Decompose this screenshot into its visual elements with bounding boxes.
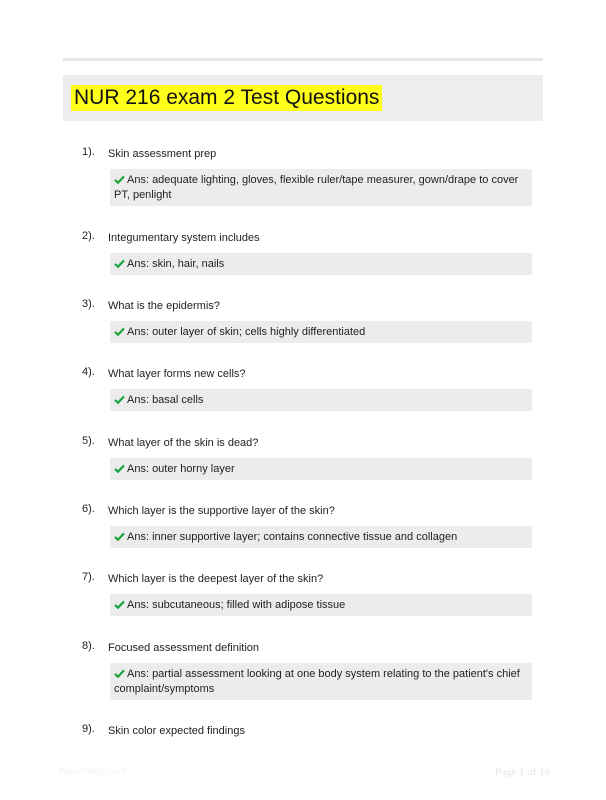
question-text: Focused assessment definition (108, 642, 260, 654)
answer-text: Ans: subcutaneous; filled with adipose tissue (127, 599, 346, 611)
title-banner (63, 75, 543, 121)
question-text: Which layer is the deepest layer of the skin? (108, 573, 324, 585)
answer-text: Ans: inner supportive layer; contains connective tissue and collagen (127, 531, 458, 543)
answer-box (110, 253, 532, 275)
answer-text: Ans: partial assessment looking at one body system relating to the patient's chief complaint/symptoms (114, 668, 520, 695)
question-number: 5). (82, 435, 95, 447)
question-text: Integumentary system includes (108, 232, 260, 244)
check-icon (114, 175, 125, 184)
answer-text: Ans: outer layer of skin; cells highly differentiated (127, 326, 366, 338)
answer-box (110, 526, 532, 548)
question-number: 1). (82, 146, 95, 158)
page-number: Page 1 of 16 (494, 766, 550, 778)
question-number: 3). (82, 298, 95, 310)
question-number: 8). (82, 640, 95, 652)
page-title: NUR 216 exam 2 Test Questions (71, 85, 382, 111)
check-icon (114, 259, 125, 268)
question-number: 9). (82, 723, 95, 735)
answer-box (110, 169, 532, 206)
check-icon (114, 532, 125, 541)
answer-box (110, 321, 532, 343)
question-number: 6). (82, 503, 95, 515)
answer-box (110, 594, 532, 616)
question-number: 4). (82, 366, 95, 378)
check-icon (114, 464, 125, 473)
answer-text: Ans: outer horny layer (127, 463, 235, 475)
answer-box (110, 663, 532, 700)
footer-site-watermark: PaperHelp.com (59, 767, 128, 777)
check-icon (114, 669, 125, 678)
question-text: Skin assessment prep (108, 148, 217, 160)
question-text: Which layer is the supportive layer of the skin? (108, 505, 335, 517)
check-icon (114, 600, 125, 609)
question-number: 2). (82, 230, 95, 242)
question-number: 7). (82, 571, 95, 583)
question-text: What layer forms new cells? (108, 368, 246, 380)
question-text: Skin color expected findings (108, 725, 245, 737)
top-divider (63, 58, 543, 61)
answer-text: Ans: basal cells (127, 394, 204, 406)
answer-text: Ans: skin, hair, nails (127, 258, 225, 270)
question-text: What layer of the skin is dead? (108, 437, 259, 449)
check-icon (114, 395, 125, 404)
answer-box (110, 458, 532, 480)
question-text: What is the epidermis? (108, 300, 220, 312)
answer-text: Ans: adequate lighting, gloves, flexible ruler/tape measurer, gown/drape to cover PT, penlight (114, 174, 519, 201)
check-icon (114, 327, 125, 336)
answer-box (110, 389, 532, 411)
